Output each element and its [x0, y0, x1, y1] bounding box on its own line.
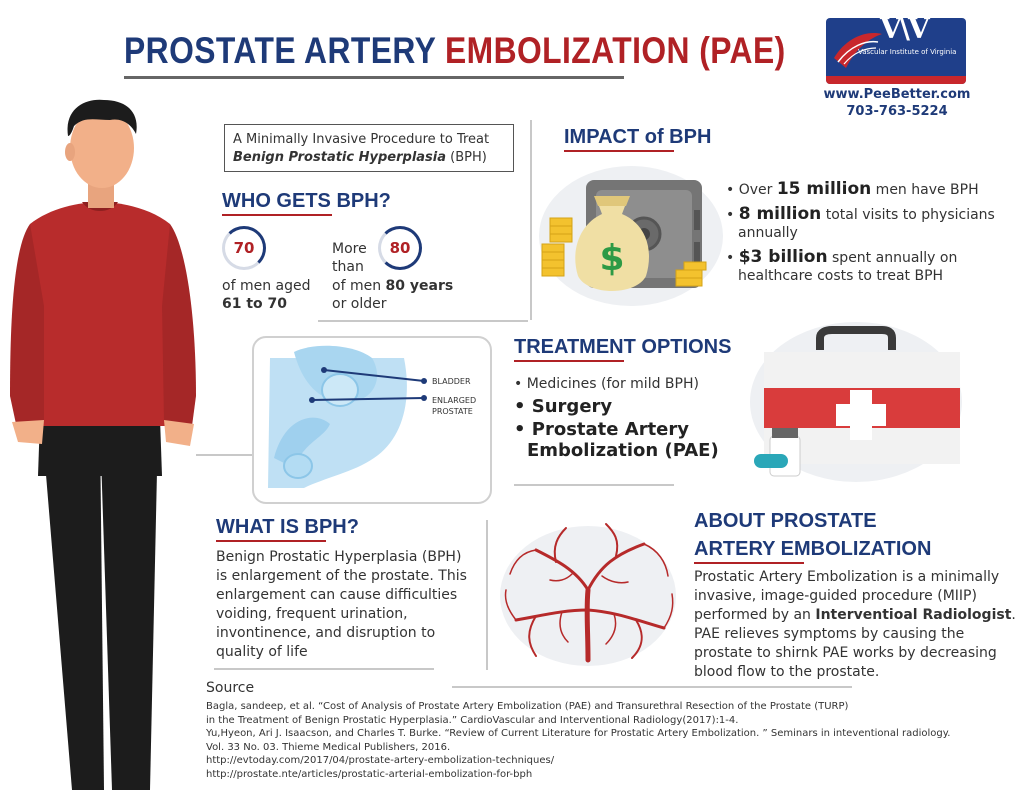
stat2-text: of men 80 years or older — [332, 278, 454, 312]
what-is-heading: WHAT IS BPH? — [216, 516, 359, 538]
list-item: • Surgery — [514, 396, 613, 417]
source-link[interactable]: http://prostate.nte/articles/prostatic-arterial-embolization-for-bph — [206, 768, 533, 780]
about-text: Prostatic Artery Embolization is a minimally invasive, image-guided procedure (MIIP) performed by an Interventioal Radiologist. PAE relieves symptoms by causing the prostate to shirnk PAE works by decreasing blood flow to the prostate. — [694, 569, 1016, 680]
heading-accent — [216, 540, 326, 542]
stat-ring-70: 70 — [222, 226, 266, 270]
connector-line — [196, 454, 252, 456]
page-title: PROSTATE ARTERY EMBOLIZATION (PAE) — [124, 30, 786, 71]
impact-list — [726, 180, 1016, 285]
heading-accent — [222, 214, 332, 216]
heading-accent — [564, 150, 674, 152]
divider-horizontal — [318, 320, 528, 322]
title-underline — [124, 76, 624, 79]
heading-accent — [694, 562, 804, 564]
list-item: • Prostate Artery — [514, 419, 689, 440]
list-item: • $3 billion spent annually on healthcare costs to treat BPH — [726, 247, 958, 284]
man-illustration — [0, 96, 215, 790]
about-heading-2: ARTERY EMBOLIZATION — [694, 538, 932, 560]
about-heading-1: ABOUT PROSTATE — [694, 510, 877, 532]
anatomy-illustration — [254, 338, 490, 502]
artery-network-icon — [496, 520, 686, 670]
list-item: • Over 15 million men have BPH — [726, 179, 979, 199]
stat-ring-80: 80 — [378, 226, 422, 270]
stat1-text: of men aged 61 to 70 — [222, 278, 311, 312]
website-link[interactable]: www.PeeBetter.com — [823, 87, 971, 102]
treatment-heading: TREATMENT OPTIONS — [514, 336, 732, 358]
heading-accent — [514, 360, 624, 362]
logo-mark: V\V — [880, 12, 928, 45]
list-item: • 8 million total visits to physicians annually — [726, 204, 995, 241]
divider-horizontal — [514, 484, 674, 486]
subtitle-box: A Minimally Invasive Procedure to Treat Benign Prostatic Hyperplasia (BPH) — [224, 124, 514, 172]
stat2-prefix: More than — [332, 241, 367, 275]
impact-heading: IMPACT of BPH — [564, 126, 712, 148]
source-link[interactable]: http://evtoday.com/2017/04/prostate-artery-embolization-techniques/ — [206, 755, 555, 766]
source-list: Bagla, sandeep, et al. “Cost of Analysis of Prostate Artery Embolization (PAE) and Transurethral Resection of the Prostate (TURP) in the Treatment of Benign Prostatic Hyperplasia.” CardioVascular and Interventional Radiology(2017):1-4. Yu,Hyeon, Ari J. Isaacson, and Charles T. Burke. “Review of Current Literature for Prostatic Artery Embolization. ” Seminars in inteventional radiology. Vol. 33 No. 03. Thieme Medical Publishers, 2016. http://evtoday.com/2017/04/prostate-artery-embolization-techniques/ http://prostate.nte/articles/prostatic-arterial-embolization-for-bph — [206, 701, 951, 780]
logo-subtitle: Vascular Institute of Virginia — [858, 48, 957, 56]
source-heading: Source — [206, 680, 255, 696]
list-item: • Medicines (for mild BPH) — [514, 376, 699, 392]
safe-money-icon — [536, 158, 726, 308]
what-is-text: Benign Prostatic Hyperplasia (BPH) is enlargement of the prostate. This enlargement can cause difficulties voiding, frequent urination, invontinence, and disruption to quality of life — [216, 549, 467, 660]
list-item-cont: Embolization (PAE) — [527, 440, 719, 461]
svg-text:$: $ — [599, 238, 625, 279]
divider-horizontal — [452, 686, 852, 688]
divider-vertical — [486, 520, 488, 670]
divider-vertical — [530, 120, 532, 320]
phone-number[interactable]: 703-763-5224 — [846, 104, 948, 119]
treatment-list — [514, 376, 719, 461]
who-gets-heading: WHO GETS BPH? — [222, 190, 391, 212]
label-enlarged-prostate: ENLARGED PROSTATE — [432, 396, 477, 416]
first-aid-kit-icon — [740, 318, 966, 488]
label-bladder: BLADDER — [432, 377, 471, 386]
divider-horizontal — [214, 668, 434, 670]
